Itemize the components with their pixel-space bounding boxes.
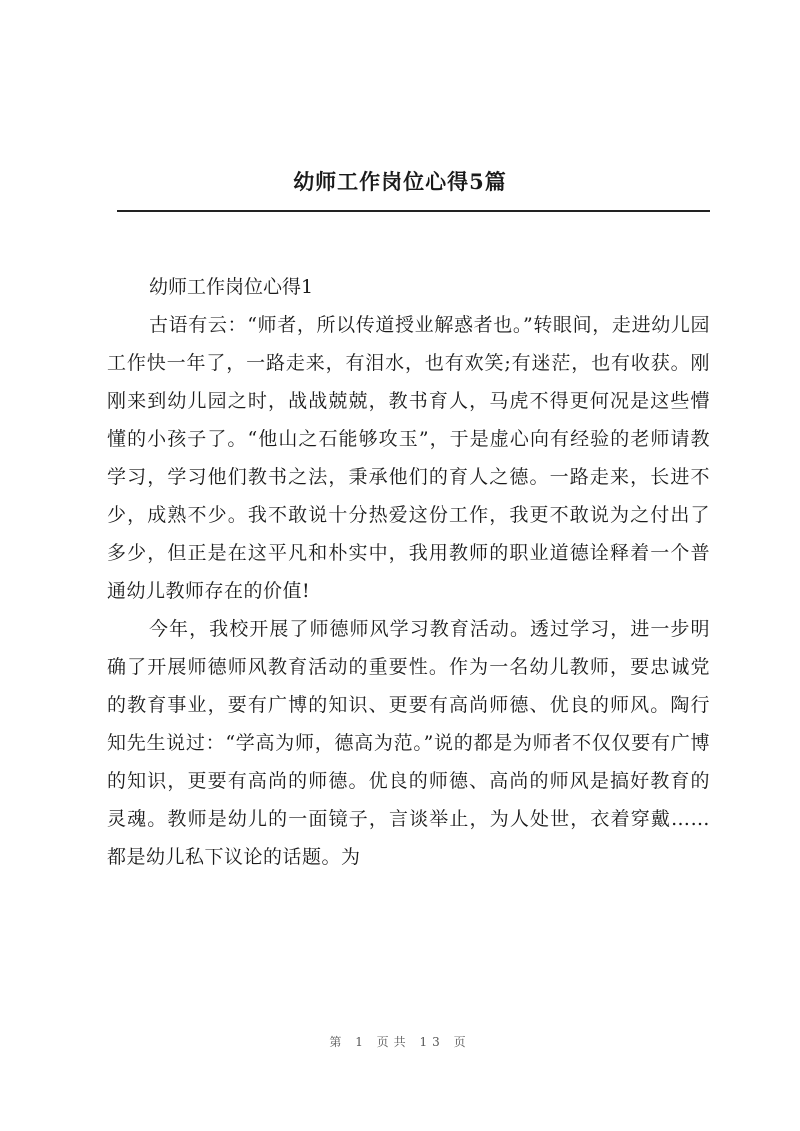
section-heading: 幼师工作岗位心得1 — [149, 276, 314, 298]
page-title: 幼师工作岗位心得5篇 — [293, 169, 507, 194]
paragraph-2: 今年，我校开展了师德师风学习教育活动。透过学习，进一步明确了开展师德师风教育活动的重要性。作为一名幼儿教师，要忠诚党的教育事业，要有广博的知识、更要有高尚师德、优良的师风。陶行知先生说过：“学高为师，德高为范。”说的都是为师者不仅仅要有广博的知识，更要有高尚的师德。优良的师德、高尚的师风是搞好教育的灵魂。教师是幼儿的一面镜子，言谈举止，为人处世，衣着穿戴……都是幼儿私下议论的话题。为 — [107, 618, 710, 868]
page-number-footer: 第 1 页共 13 页 — [329, 1035, 471, 1049]
paragraph-1: 古语有云：“师者，所以传道授业解惑者也。”转眼间，走进幼儿园工作快一年了，一路走来，有泪水，也有欢笑;有迷茫，也有收获。刚刚来到幼儿园之时，战战兢兢，教书育人，马虎不得更何况是这些懵懂的小孩子了。“他山之石能够攻玉”，于是虚心向有经验的老师请教学习，学习他们教书之法，秉承他们的育人之德。一路走来，长进不少，成熟不少。我不敢说十分热爱这份工作，我更不敢说为之付出了多少，但正是在这平凡和朴实中，我用教师的职业道德诠释着一个普通幼儿教师存在的价值! — [107, 314, 710, 602]
document-body — [107, 268, 710, 876]
title-divider — [117, 210, 710, 212]
